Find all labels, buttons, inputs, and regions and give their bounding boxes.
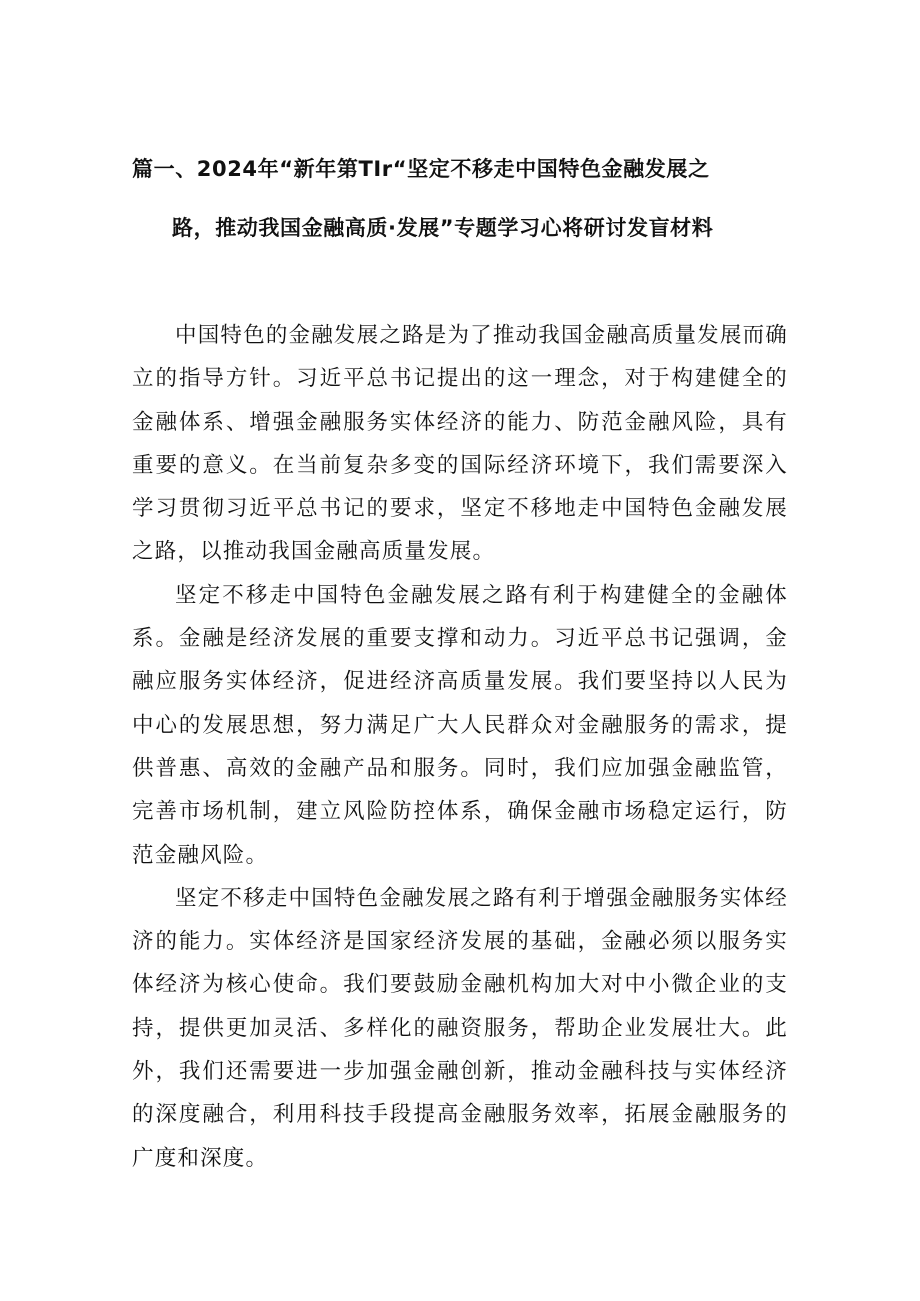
document-body <box>132 314 788 1180</box>
document-title-line-1: 篇一、2024年“新年第TIr“坚定不移走中国特色金融发展之 <box>132 157 710 181</box>
paragraph-2: 坚定不移走中国特色金融发展之路有利于构建健全的金融体系。金融是经济发展的重要支撑和动力。习近平总书记强调，金融应服务实体经济，促进经济高质量发展。我们要坚持以人民为中心的发展思想，努力满足广大人民群众对金融服务的需求，提供普惠、高效的金融产品和服务。同时，我们应加强金融监管，完善市场机制，建立风险防控体系，确保金融市场稳定运行，防范金融风险。 <box>132 582 788 868</box>
paragraph-3: 坚定不移走中国特色金融发展之路有利于增强金融服务实体经济的能力。实体经济是国家经济发展的基础，金融必须以服务实体经济为核心使命。我们要鼓励金融机构加大对中小微企业的支持，提供更加灵活、多样化的融资服务，帮助企业发展壮大。此外，我们还需要进一步加强金融创新，推动金融科技与实体经济的深度融合，利用科技手段提高金融服务效率，拓展金融服务的广度和深度。 <box>132 885 788 1171</box>
document-title-line-2: 路，推动我国金融高质·发展”专题学习心将研讨发盲材料 <box>172 216 714 240</box>
paragraph-1: 中国特色的金融发展之路是为了推动我国金融高质量发展而确立的指导方针。习近平总书记提出的这一理念，对于构建健全的金融体系、增强金融服务实体经济的能力、防范金融风险，具有重要的意义。在当前复杂多变的国际经济环境下，我们需要深入学习贯彻习近平总书记的要求，坚定不移地走中国特色金融发展之路，以推动我国金融高质量发展。 <box>132 323 788 565</box>
